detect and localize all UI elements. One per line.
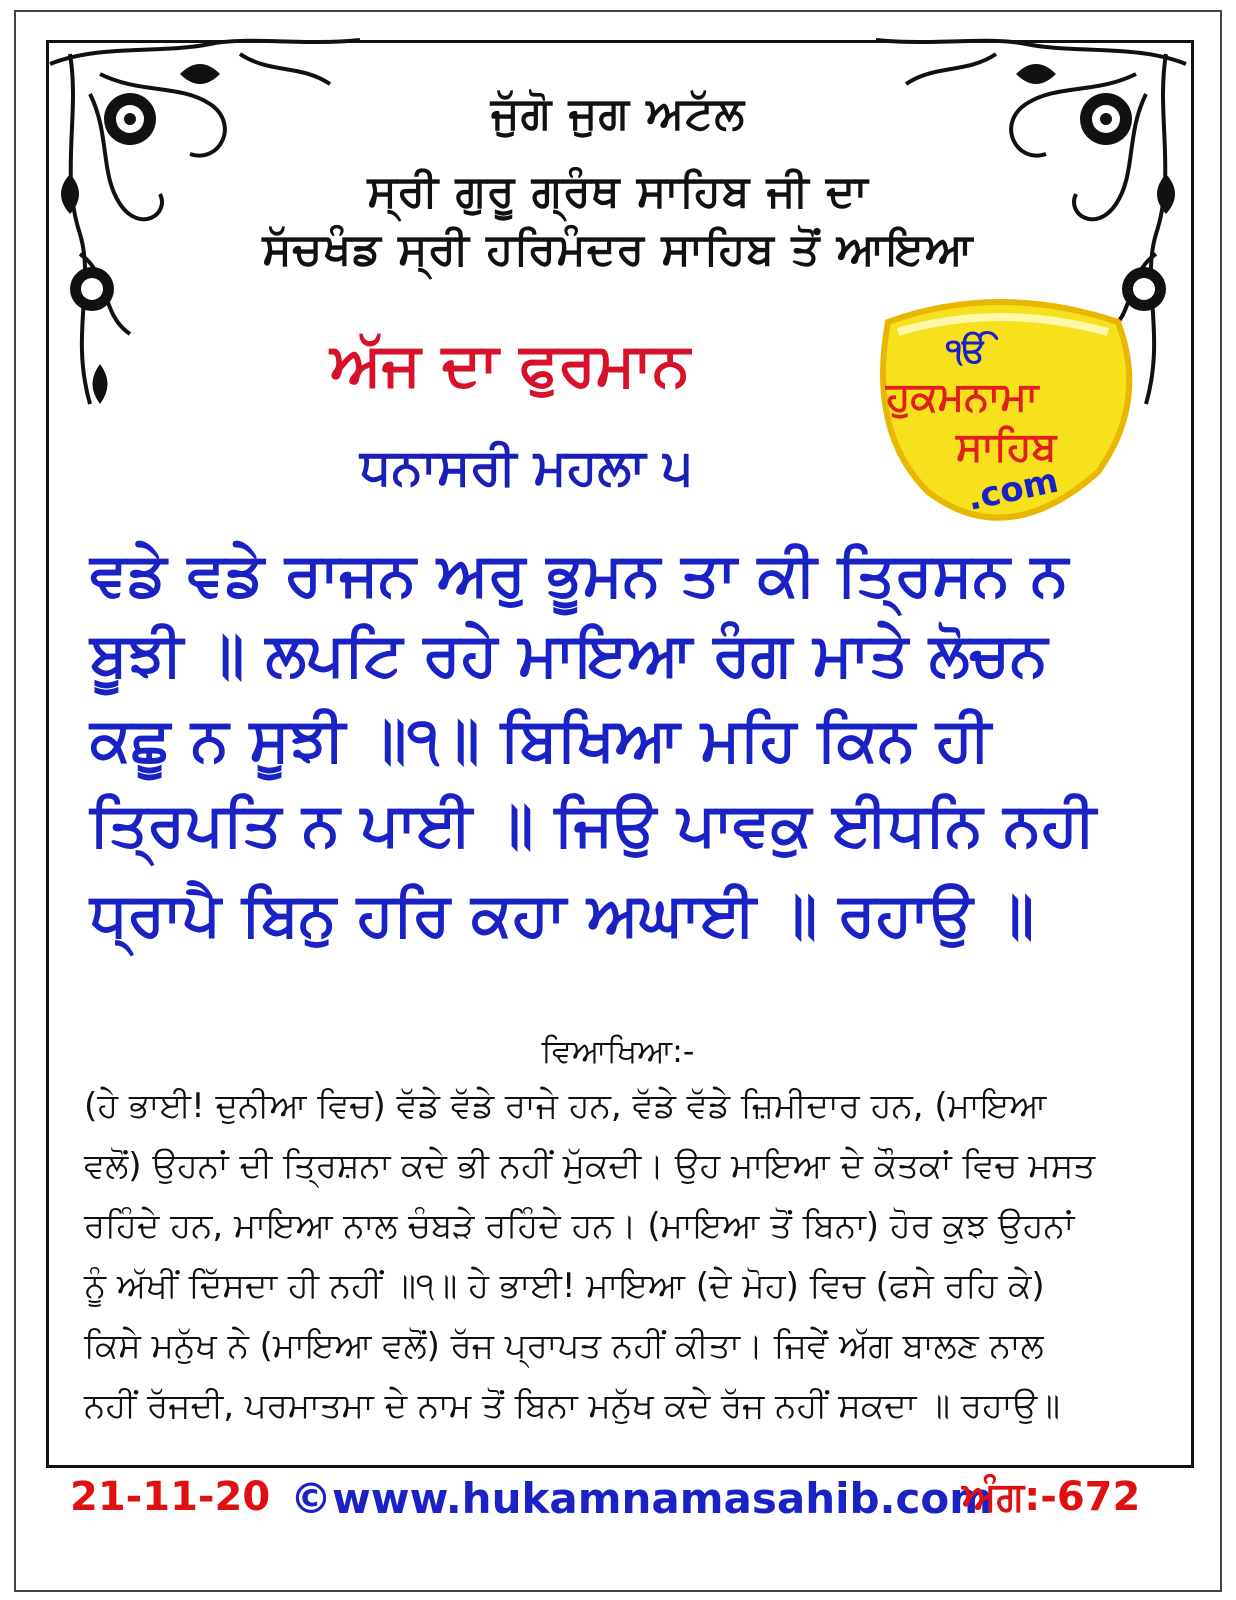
- header-line-3: ਸੱਚਖੰਡ ਸ੍ਰੀ ਹਰਿਮੰਦਰ ਸਾਹਿਬ ਤੋਂ ਆਇਆ: [262, 224, 974, 275]
- header-line-1: ਜੁੱਗੋ ਜੁਗ ਅਟੱਲ: [490, 88, 746, 139]
- footer-date: 21-11-20: [70, 1474, 271, 1520]
- footer-ang: ਅੰਗ:-672: [962, 1474, 1141, 1520]
- header-line-2: ਸ੍ਰੀ ਗੁਰੂ ਗ੍ਰੰਥ ਸਾਹਿਬ ਜੀ ਦਾ: [367, 166, 869, 217]
- explanation-line: ਨੂੰ ਅੱਖੀਂ ਦਿੱਸਦਾ ਹੀ ਨਹੀਂ ॥੧॥ ਹੇ ਭਾਈ! ਮਾਇਆ (ਦੇ ਮੋਹ) ਵਿਚ (ਫਸੇ ਰਹਿ ਕੇ): [84, 1266, 1045, 1306]
- explanation-line: (ਹੇ ਭਾਈ! ਦੁਨੀਆ ਵਿਚ) ਵੱਡੇ ਵੱਡੇ ਰਾਜੇ ਹਨ, ਵੱਡੇ ਵੱਡੇ ਜ਼ਿਮੀਦਾਰ ਹਨ, (ਮਾਇਆ: [84, 1086, 1047, 1126]
- verse-line: ਬੂਝੀ ॥ ਲਪਟਿ ਰਹੇ ਮਾਇਆ ਰੰਗ ਮਾਤੇ ਲੋਚਨ: [90, 620, 1048, 690]
- logo-line-2: ਸਾਹਿਬ: [956, 424, 1057, 470]
- verse-line: ਤ੍ਰਿਪਤਿ ਨ ਪਾਈ ॥ ਜਿਉ ਪਾਵਕੁ ਈਧਨਿ ਨਹੀ: [90, 790, 1096, 860]
- verse-line: ਧ੍ਰਾਪੈ ਬਿਨੁ ਹਰਿ ਕਹਾ ਅਘਾਈ ॥ ਰਹਾਉ ॥: [90, 880, 1035, 950]
- verse-line: ਵਡੇ ਵਡੇ ਰਾਜਨ ਅਰੁ ਭੂਮਨ ਤਾ ਕੀ ਤ੍ਰਿਸਨ ਨ: [90, 540, 1069, 610]
- footer-website: ©www.hukamnamasahib.com: [290, 1474, 994, 1523]
- verse-line: ਕਛੂ ਨ ਸੂਝੀ ॥੧॥ ਬਿਖਿਆ ਮਹਿ ਕਿਨ ਹੀ: [90, 705, 991, 775]
- explanation-line: ਨਹੀਂ ਰੱਜਦੀ, ਪਰਮਾਤਮਾ ਦੇ ਨਾਮ ਤੋਂ ਬਿਨਾ ਮਨੁੱਖ ਕਦੇ ਰੱਜ ਨਹੀਂ ਸਕਦਾ ॥ ਰਹਾਉ॥: [84, 1386, 1061, 1426]
- hukamnama-sahib-logo: [868, 292, 1138, 532]
- page-title: ਅੱਜ ਦਾ ਫੁਰਮਾਨ: [330, 330, 690, 400]
- logo-line-1: ਹੁਕਮਨਾਮਾ: [886, 374, 1039, 420]
- logo-line-3: .com: [963, 460, 1062, 519]
- explanation-line: ਵਲੋਂ) ਉਹਨਾਂ ਦੀ ਤ੍ਰਿਸ਼ਨਾ ਕਦੇ ਭੀ ਨਹੀਂ ਮੁੱਕਦੀ। ਉਹ ਮਾਇਆ ਦੇ ਕੌਤਕਾਂ ਵਿਚ ਮਸਤ: [84, 1146, 1096, 1186]
- explanation-heading: ਵਿਆਖਿਆ:-: [541, 1032, 695, 1070]
- ik-onkar-symbol: ੴ: [946, 331, 988, 371]
- explanation-line: ਕਿਸੇ ਮਨੁੱਖ ਨੇ (ਮਾਇਆ ਵਲੋਂ) ਰੱਜ ਪ੍ਰਾਪਤ ਨਹੀਂ ਕੀਤਾ। ਜਿਵੇਂ ਅੱਗ ਬਾਲਣ ਨਾਲ: [84, 1326, 1044, 1366]
- explanation-line: ਰਹਿੰਦੇ ਹਨ, ਮਾਇਆ ਨਾਲ ਚੰਬੜੇ ਰਹਿੰਦੇ ਹਨ। (ਮਾਇਆ ਤੋਂ ਬਿਨਾ) ਹੋਰ ਕੁਝ ਉਹਨਾਂ: [84, 1206, 1075, 1246]
- raag-heading: ਧਨਾਸਰੀ ਮਹਲਾ ੫: [360, 438, 693, 496]
